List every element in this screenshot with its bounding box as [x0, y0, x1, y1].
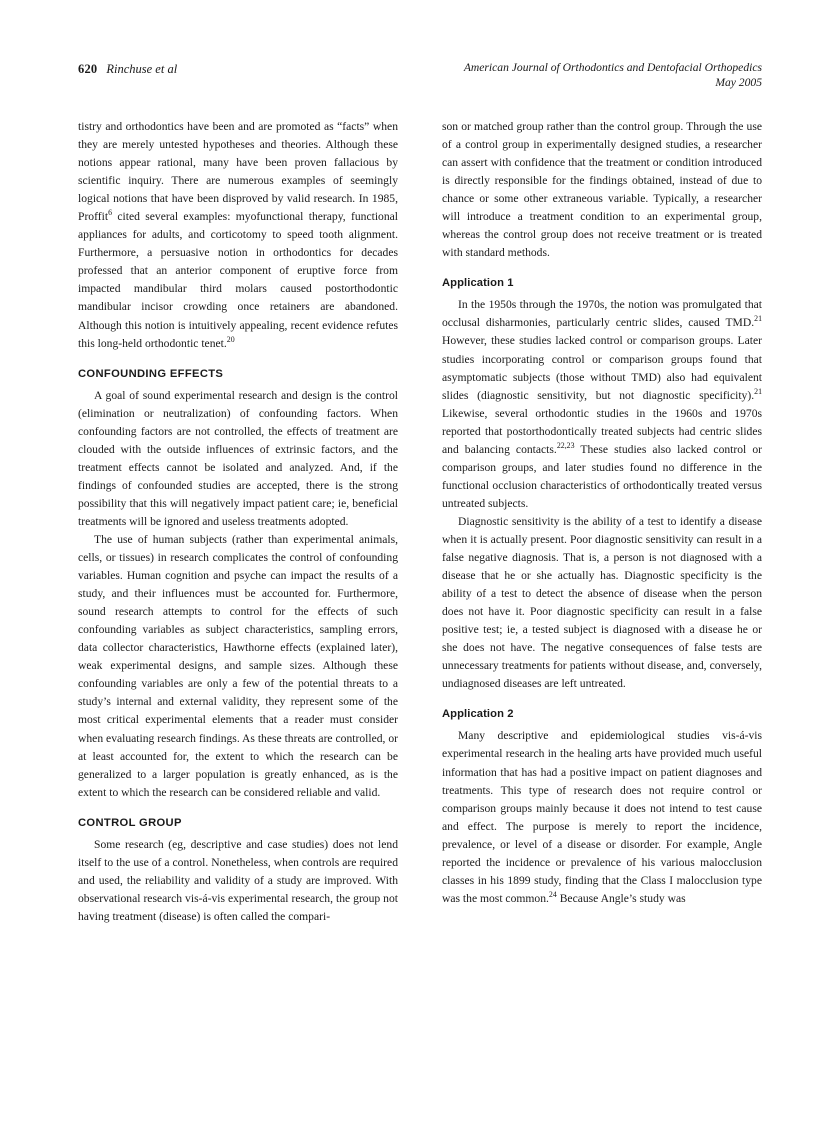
paragraph-text: In the 1950s through the 1970s, the notion was promulgated that occlusal disharmonies, particularly centric slides, caused TMD.	[442, 298, 762, 330]
citation-marker: 6	[108, 208, 112, 218]
column-left	[78, 118, 398, 926]
section-heading-confounding-effects: CONFOUNDING EFFECTS	[78, 367, 224, 380]
subsection-heading-application-1: Application 1	[442, 277, 514, 290]
citation-marker: 20	[226, 334, 235, 344]
issue-date: May 2005	[715, 76, 762, 89]
section-heading-control-group: CONTROL GROUP	[78, 816, 182, 829]
paragraph-control-group-continued: son or matched group rather than the control group. Through the use of a control group in experimentally designed studies, a researcher can assert with confidence that the treatment or condition introduced is directly responsible for the findings obtained, instead of due to chance or some other extraneous variable. Typically, a researcher will introduce a treatment condition to an experimental group, whereas the control group does not receive treatment or is treated with standard methods.	[442, 120, 762, 260]
running-head-right	[464, 60, 762, 90]
column-right	[442, 118, 762, 908]
paragraph-text-continued: Because Angle’s study was	[556, 891, 686, 905]
paragraph-text: Many descriptive and epidemiological studies vis-á-vis experimental research in the healing arts have provided much useful information that has had a positive impact on patient diagnoses and treatments. This type of research does not require control or comparison groups mainly because it does not intend to test cause and effect. The purpose is merely to report the incidence, prevalence, or level of a disease or disorder. For example, Angle reported the incidence or prevalence of his various malocclusion classes in his 1899 study, finding that the Class I malocclusion type was the most common.	[442, 729, 762, 905]
paragraph-control-group-1: Some research (eg, descriptive and case studies) does not lend itself to the use of a control. Nonetheless, when controls are required and used, the reliability and validity of a study are improved. With observational research vis-á-vis experimental research, the group not having treatment (disease) is often called the compari-	[78, 837, 398, 923]
running-head	[78, 60, 762, 100]
paragraph-application-2	[442, 727, 762, 907]
paragraph-text-continued: cited several examples: myofunctional therapy, functional appliances for adults, and corticotomy to speed tooth alignment. Furthermore, a persuasive notion in orthodontics for decades professed that an anterior component of eruptive force from impacted mandibular third molars caused postorthodontic mandibular incisor crowding once retainers are abandoned. Although this notion is intuitively appealing, recent evidence refutes this long-held orthodontic tenet.	[78, 210, 398, 350]
body-columns	[78, 118, 762, 1078]
citation-marker: 21	[754, 386, 762, 396]
running-head-left	[78, 60, 177, 78]
paragraph-diagnostic-sensitivity: Diagnostic sensitivity is the ability of a test to identify a disease when it is actually present. Poor diagnostic sensitivity can result in a false negative diagnosis. That is, a person is not diagnosed with a disease that he or she actually has. Diagnostic specificity is the ability of a test to detect the absence of disease when the person does not have it. Poor diagnostic specificity can result in a false positive test; ie, a tested subject is diagnosed with a disease he or she does not have. The negative consequences of false tests are unnecessary treatments for patients without disease, and, conversely, undiagnosed diseases are left untreated.	[442, 514, 762, 691]
journal-title: American Journal of Orthodontics and Dentofacial Orthopedics	[463, 61, 762, 74]
page-folio: 620	[78, 62, 98, 76]
citation-marker: 24	[548, 889, 557, 899]
citation-marker: 21	[754, 314, 762, 324]
subsection-heading-application-2: Application 2	[442, 708, 514, 721]
paragraph-confounding-2: The use of human subjects (rather than experimental animals, cells, or tissues) in research complicates the control of confounding variables. Human cognition and psyche can impact the results of a study, and their influences must be accounted for. Furthermore, sound research attempts to control for the effects of such confounding variables as subject characteristics, sampling errors, data collector characteristics, Hawthorne effects (explained later), weak experimental designs, and sample sizes. Although these confounding variables are only a few of the potential threats to a study’s internal and external validity, they represent some of the most critical experimental elements that a reader must consider when evaluating research findings. As these threats are controlled, or at least accounted for, the extent to which the research can be generalized to a larger population is greatly enhanced, as is the extent to which the research can be considered reliable and valid.	[78, 532, 398, 799]
paragraph-text-continued: However, these studies lacked control or comparison groups. Later studies incorporating control or comparison groups found that asymptomatic subjects (those without TMD) also had equivalent slides (diagnostic sensitivity, but not diagnostic specificity).	[442, 334, 762, 402]
paragraph-continued-from-previous-page	[78, 118, 398, 353]
paragraph-text: tistry and orthodontics have been and are promoted as “facts” when they are merely untested hypotheses and theories. Although these notions appear rational, many have been proven fallacious by scientific inquiry. There are numerous examples of seemingly logical notions that have been disproved by valid research. In 1985, Proffit	[78, 120, 398, 224]
paragraph-confounding-1: A goal of sound experimental research and design is the control (elimination or neutralization) of confounding factors. When confounding factors are not controlled, the effects of treatment are clouded with the outside influences of extrinsic factors, and the treatment effects cannot be isolated and analyzed. And, if the findings of confounded studies are accepted, there is the strong possibility that this will negatively impact patient care; ie, beneficial treatments will be ignored and useless treatments adopted.	[78, 388, 398, 528]
running-head-authors: Rinchuse et al	[106, 62, 178, 76]
citation-marker: 22,23	[556, 440, 575, 450]
paragraph-text-continued: These studies also lacked control or comparison groups, and later studies found no difference in the functional occlusion characteristics of orthodontically treated versus untreated subjects.	[442, 442, 762, 510]
paragraph-application-1	[442, 296, 762, 513]
paragraph-text-continued: Likewise, several orthodontic studies in the 1960s and 1970s reported that postorthodontically treated subjects had centric slides and balancing contacts.	[442, 406, 762, 456]
